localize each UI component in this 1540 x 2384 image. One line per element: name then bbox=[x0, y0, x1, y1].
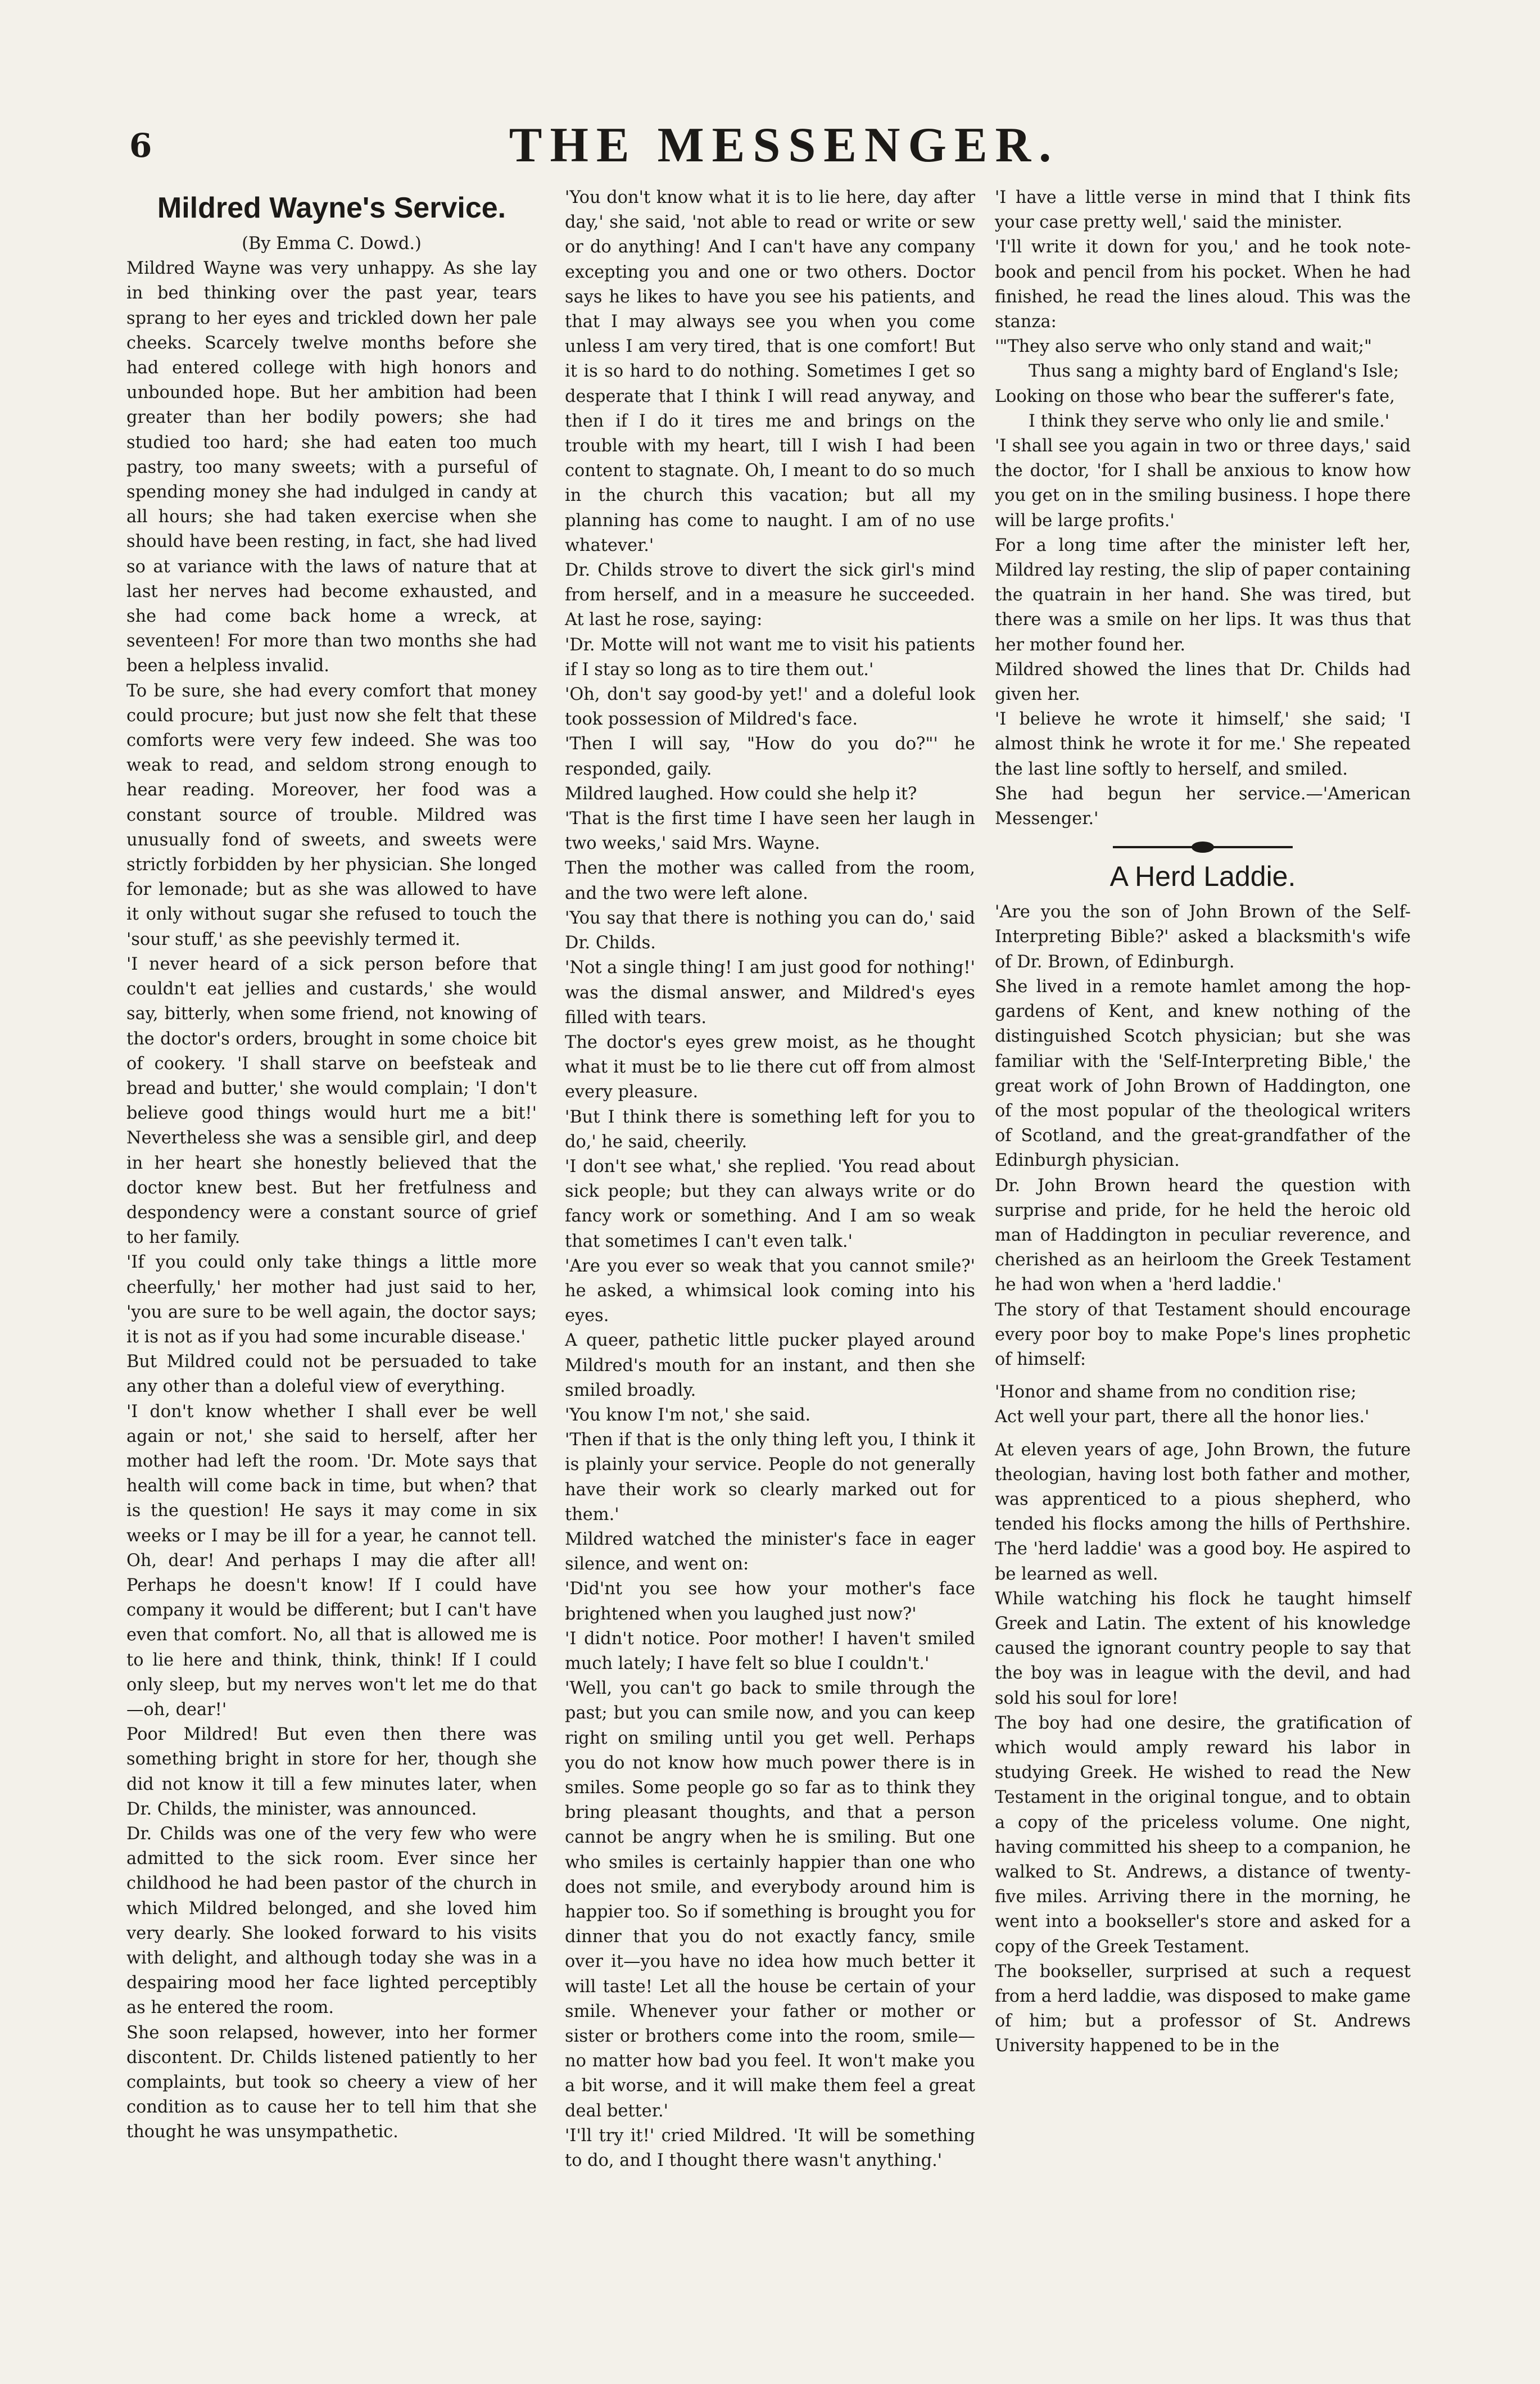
paragraph: 'Not a single thing! I am just good for nothing!' was the dismal answer, and Mildred's eyes filled with tears. bbox=[565, 958, 975, 1028]
paragraph: 'I don't see what,' she replied. 'You read about sick people; but they can always write or do fancy work or something. And I am so weak that sometimes I can't even talk.' bbox=[565, 1156, 975, 1251]
paragraph: 'I'll write it down for you,' and he took note-book and pencil from his pocket. When he had finished, he read the lines aloud. This was the stanza: bbox=[995, 237, 1411, 332]
article-title-mildred: Mildred Wayne's Service. bbox=[157, 192, 506, 224]
paragraph: 'I believe he wrote it himself,' she said; 'I almost think he wrote it for me.' She repeated the last line softly to herself, and smiled. bbox=[995, 709, 1411, 779]
paragraph: Mildred showed the lines that Dr. Childs had given her. bbox=[995, 659, 1411, 705]
paragraph: 'Then if that is the only thing left you, I think it is plainly your service. People do not generally have their work so clearly marked out for them.' bbox=[565, 1430, 975, 1525]
verse-line: Act well your part, there all the honor lies.' bbox=[995, 1407, 1370, 1427]
paragraph: To be sure, she had every comfort that money could procure; but just now she felt that these comforts were very few indeed. She was too weak to read, and seldom strong enough to hear reading. Moreover, her food was a constant source of trouble. Mildred was unusually fond of sweets, and sweets were strictly forbidden by her physician. She longed for lemonade; but as she was allowed to have it only without sugar she refused to touch the 'sour stuff,' as she peevishly termed it. bbox=[126, 681, 537, 949]
column-2 bbox=[565, 186, 975, 2173]
paragraph: The boy had one desire, the gratification of which would amply reward his labor in studying Greek. He wished to read the New Testament in the original tongue, and to obtain a copy of the priceless volume. One night, having committed his sheep to a companion, he walked to St. Andrews, a distance of twenty-five miles. Arriving there in the morning, he went into a bookseller's store and asked for a copy of the Greek Testament. bbox=[995, 1713, 1411, 1957]
column-3 bbox=[995, 186, 1411, 2059]
paragraph: Mildred laughed. How could she help it? bbox=[565, 784, 917, 804]
paragraph: Mildred Wayne was very unhappy. As she lay in bed thinking over the past year, tears sprang to her eyes and trickled down her pale cheeks. Scarcely twelve months before she had entered college with high honors and unbounded hope. But her ambition had been greater than her bodily powers; she had studied too hard; she had eaten too much pastry, too many sweets; with a purseful of spending money she had indulged in candy at all hours; she had taken exercise when she should have been resting, in fact, she had lived so at variance with the laws of nature that at last her nerves had become exhausted, and she had come back home a wreck, at seventeen! For more than two months she had been a helpless invalid. bbox=[126, 259, 537, 676]
paragraph: The bookseller, surprised at such a request from a herd laddie, was disposed to make game of him; but a professor of St. Andrews University happened to be in the bbox=[995, 1961, 1411, 2056]
article-byline: (By Emma C. Dowd.) bbox=[242, 234, 422, 254]
paragraph: 'Are you the son of John Brown of the Self-Interpreting Bible?' asked a blacksmith's wife of Dr. Brown, of Edinburgh. bbox=[995, 902, 1411, 972]
paragraph: Dr. John Brown heard the question with surprise and pride, for he held the heroic old man of Haddington in peculiar reverence, and cherished as an heirloom the Greek Testament he had won when a 'herd laddie.' bbox=[995, 1175, 1411, 1295]
paragraph: She soon relapsed, however, into her former discontent. Dr. Childs listened patiently to her complaints, but took so cheery a view of her condition as to cause her to tell him that she thought he was unsympathetic. bbox=[126, 2023, 537, 2142]
paragraph: While watching his flock he taught himself Greek and Latin. The extent of his knowledge caused the ignorant country people to say that the boy was in league with the devil, and had sold his soul for lore! bbox=[995, 1589, 1411, 1708]
article-title-herd-laddie: A Herd Laddie. bbox=[1109, 861, 1296, 893]
paragraph: Then the mother was called from the room, and the two were left alone. bbox=[565, 858, 975, 903]
paragraph: 'You don't know what it is to lie here, day after day,' she said, 'not able to read or write or sew or do anything! And I can't have any company excepting you and one or two others. Doctor says he likes to have you see his patients, and that I may always see you when you come unless I am very tired, that is one comfort! But it is so hard to do nothing. Sometimes I get so desperate that I think I will read anyway, and then if I do it tires me and brings on the trouble with my heart, till I wish I had been content to stagnate. Oh, I meant to do so much in the church this vacation; but all my planning has come to naught. I am of no use whatever.' bbox=[565, 188, 975, 555]
verse-line: Looking on those who bear the sufferer's fate, bbox=[995, 386, 1395, 406]
paragraph: The story of that Testament should encourage every poor boy to make Pope's lines prophetic of himself: bbox=[995, 1300, 1411, 1369]
paragraph: 'Dr. Motte will not want me to visit his patients if I stay so long as to tire them out.' bbox=[565, 635, 975, 680]
paragraph: 'You say that there is nothing you can do,' said Dr. Childs. bbox=[565, 908, 975, 953]
paragraph: But Mildred could not be persuaded to take any other than a doleful view of everything. bbox=[126, 1352, 537, 1397]
stanza bbox=[995, 334, 1411, 434]
section-divider bbox=[1113, 846, 1293, 848]
paragraph: 'Oh, don't say good-by yet!' and a doleful look took possession of Mildred's face. bbox=[565, 685, 975, 730]
paragraph: The doctor's eyes grew moist, as he thought what it must be to lie there cut off from almost every pleasure. bbox=[565, 1032, 975, 1102]
paragraph: 'If you could only take things a little more cheerfully,' her mother had just said to her, 'you are sure to be well again, the doctor says; it is not as if you had some incurable disease.' bbox=[126, 1252, 537, 1347]
paragraph: 'But I think there is something left for you to do,' he said, cheerily. bbox=[565, 1107, 975, 1152]
paragraph: A queer, pathetic little pucker played around Mildred's mouth for an instant, and then she smiled broadly. bbox=[565, 1331, 975, 1400]
paragraph: Dr. Childs strove to divert the sick girl's mind from herself, and in a measure he succeeded. At last he rose, saying: bbox=[565, 560, 975, 630]
paragraph: 'Well, you can't go back to smile through the past; but you can smile now, and you can keep right on smiling until you get well. Perhaps you do not know how much power there is in smiles. Some people go so far as to think they bring pleasant thoughts, and that a person cannot be angry when he is smiling. But one who smiles is certainly happier than one who does not smile, and everybody around him is happier too. So if something is brought you for dinner that you do not exactly fancy, smile over it—you have no idea how much better it will taste! Let all the house be certain of your smile. Whenever your father or mother or sister or brothers come into the room, smile—no matter how bad you feel. It won't make you a bit worse, and it will make them feel a great deal better.' bbox=[565, 1679, 975, 2121]
verse-line: Thus sang a mighty bard of England's Isle; bbox=[1029, 361, 1399, 382]
paragraph: 'I'll try it!' cried Mildred. 'It will be something to do, and I thought there wasn't anything.' bbox=[565, 2125, 975, 2171]
page-number: 6 bbox=[129, 126, 152, 165]
newspaper-title: THE MESSENGER. bbox=[509, 118, 1059, 173]
paragraph: 'Are you ever so weak that you cannot smile?' he asked, a whimsical look coming into his eyes. bbox=[565, 1256, 975, 1326]
paragraph: 'I never heard of a sick person before that couldn't eat jellies and custards,' she would say, bitterly, when some friend, not knowing of the doctor's orders, brought in some choice bit of cookery. 'I shall starve on beefsteak and bread and butter,' she would complain; 'I don't believe good things would hurt me a bit!' Nevertheless she was a sensible girl, and deep in her heart she honestly believed that the doctor knew best. But her fretfulness and despondency were a constant source of grief to her family. bbox=[126, 954, 537, 1248]
verse-line: '"They also serve who only stand and wait;" bbox=[995, 337, 1372, 357]
paragraph: Dr. Childs was one of the very few who were admitted to the sick room. Ever since her childhood he had been pastor of the church in which Mildred belonged, and she loved him very dearly. She looked forward to his visits with delight, and although today she was in a despairing mood her face lighted perceptibly as he entered the room. bbox=[126, 1824, 537, 2018]
paragraph: 'I don't know whether I shall ever be well again or not,' she said to herself, after her mother had left the room. 'Dr. Mote says that health will come back in time, but when? that is the question! He says it may come in six weeks or I may be ill for a year, he cannot tell. Oh, dear! And perhaps I may die after all! Perhaps he doesn't know! If I could have company it would be different; but I can't have even that comfort. No, all that is allowed me is to lie here and think, think, think! If I could only sleep, but my nerves won't let me do that—oh, dear!' bbox=[126, 1401, 537, 1720]
paragraph: She had begun her service.—'American Messenger.' bbox=[995, 784, 1411, 829]
paragraph: Mildred watched the minister's face in eager silence, and went on: bbox=[565, 1529, 975, 1575]
paragraph: She lived in a remote hamlet among the hop-gardens of Kent, and knew nothing of the distinguished Scotch physician; but she was familiar with the 'Self-Interpreting Bible,' the great work of John Brown of Haddington, one of the most popular of the theological writers of Scotland, and the great-grandfather of the Edinburgh physician. bbox=[995, 976, 1411, 1171]
paragraph: 'Did'nt you see how your mother's face brightened when you laughed just now?' bbox=[565, 1579, 975, 1624]
paragraph: For a long time after the minister left her, Mildred lay resting, the slip of paper containing the quatrain in her hand. She was tired, but there was a smile on her lips. It was thus that her mother found her. bbox=[995, 535, 1411, 655]
verse-line: 'Honor and shame from no condition rise; bbox=[995, 1382, 1357, 1403]
paragraph: 'You know I'm not,' she said. bbox=[565, 1405, 811, 1425]
masthead bbox=[129, 118, 1422, 173]
couplet bbox=[995, 1380, 1411, 1430]
paragraph: 'That is the first time I have seen her laugh in two weeks,' said Mrs. Wayne. bbox=[565, 809, 975, 854]
paragraph: At eleven years of age, John Brown, the future theologian, having lost both father and mother, was apprenticed to a pious shepherd, who tended his flocks among the hills of Perthshire. The 'herd laddie' was a good boy. He aspired to be learned as well. bbox=[995, 1440, 1411, 1584]
paragraph: Poor Mildred! But even then there was something bright in store for her, though she did not know it till a few minutes later, when Dr. Childs, the minister, was announced. bbox=[126, 1725, 537, 1819]
paragraph: 'I have a little verse in mind that I think fits your case pretty well,' said the minister. bbox=[995, 188, 1411, 233]
column-1 bbox=[126, 186, 537, 2145]
paragraph: 'I shall see you again in two or three days,' said the doctor, 'for I shall be anxious to know how you get on in the smiling business. I hope there will be large profits.' bbox=[995, 436, 1411, 531]
verse-line: I think they serve who only lie and smile.' bbox=[1029, 411, 1390, 431]
paragraph: 'Then I will say, "How do you do?"' he responded, gaily. bbox=[565, 734, 975, 779]
paragraph: 'I didn't notice. Poor mother! I haven't smiled much lately; I have felt so blue I couldn't.' bbox=[565, 1628, 975, 1673]
